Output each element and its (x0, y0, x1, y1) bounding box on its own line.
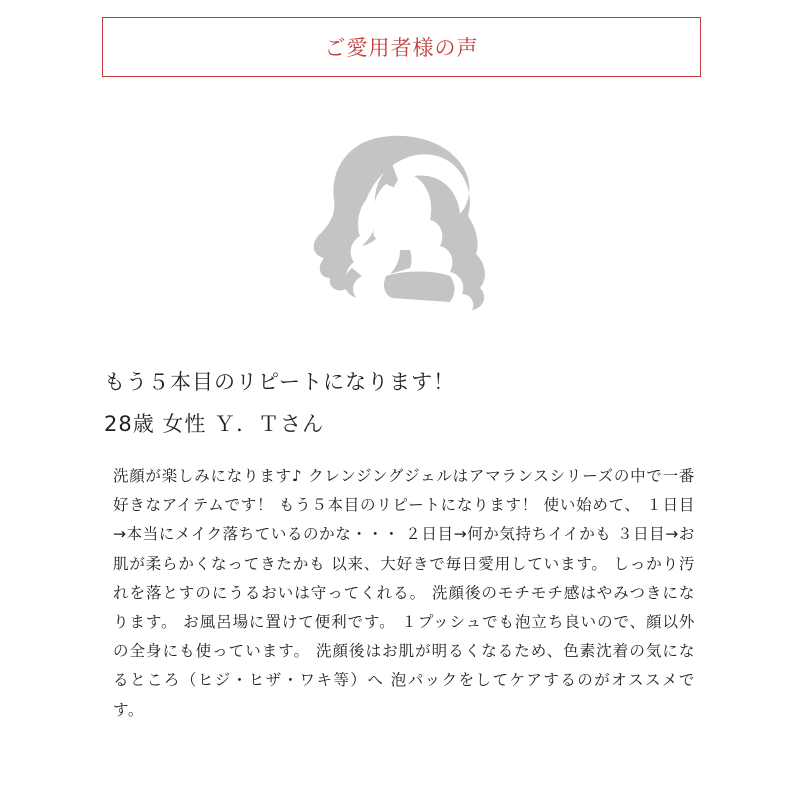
reviewer-name: 28歳 女性 Ｙ．Ｔさん (104, 412, 325, 436)
review-body: 洗顔が楽しみになります♪ クレンジングジェルはアマランスシリーズの中で一番好きなアイテムです！ もう５本目のリピートになります！ 使い始めて、 １日目→本当にメイク落ちているのかな・・・ ２日目→何か気持ちイイかも ３日目→お肌が柔らかくなってきたかも 以来、大好きで毎日愛用しています。 しっかり汚れを落とすのにうるおいは守ってくれる。 洗顔後のモチモチ感はやみつきになります。 お風呂場に置けて便利です。 １プッシュでも泡立ち良いので、顔以外の全身にも使っています。 洗顔後はお肌が明るくなるため、色素沈着の気になるところ（ヒジ・ヒザ・ワキ等）へ 泡パックをしてケアするのがオススメです。 (113, 467, 695, 719)
woman-silhouette-icon (300, 118, 500, 323)
review-headline: もう５本目のリピートになります！ (104, 370, 456, 394)
section-title: ご愛用者様の声 (324, 36, 479, 60)
section-header (102, 17, 701, 77)
